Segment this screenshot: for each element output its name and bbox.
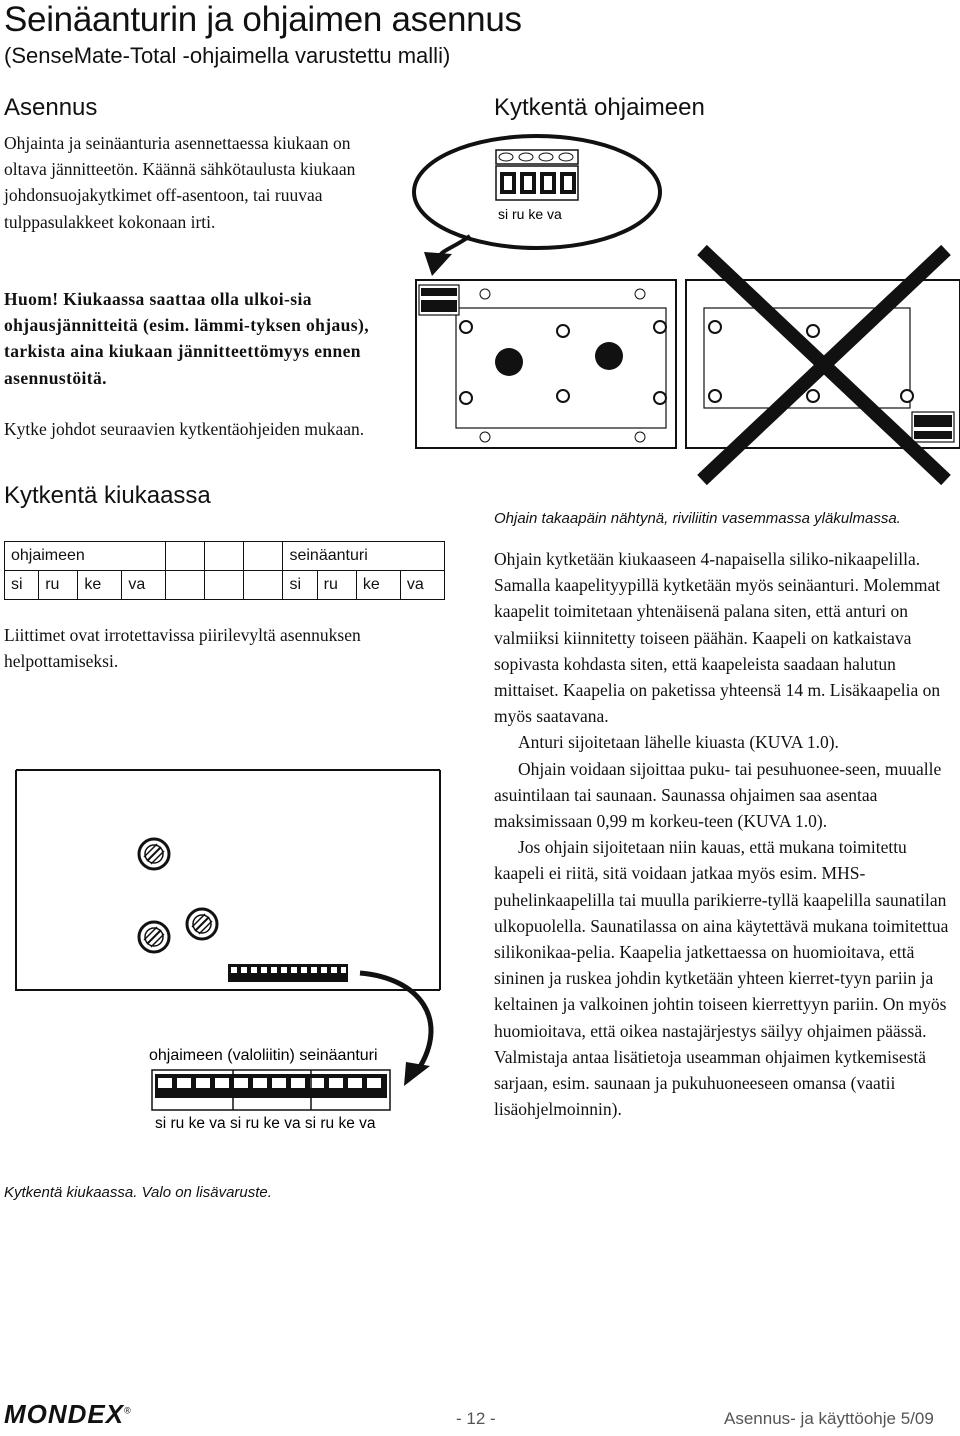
huom-warning: Huom! Kiukaassa saattaa olla ulkoi-sia ohjausjännitteitä (esim. lämmi-tyksen ohjaus), tarkista aina kiukaan jännitteettömyys ennen asennustöitä. [4, 289, 369, 388]
table-spacer-cell [166, 571, 205, 600]
mondex-logo: MONDEX® [4, 1399, 132, 1429]
wiring-table [4, 541, 445, 600]
page-subtitle: (SenseMate-Total -ohjaimella varustettu malli) [4, 43, 451, 68]
terminal-block-icon [228, 964, 348, 982]
connector-label: si ru ke va [498, 206, 562, 222]
screw-icon [139, 922, 169, 952]
arrow-head-icon [424, 252, 452, 276]
table-terminal-row [5, 571, 445, 600]
asennus-text: Ohjainta ja seinäanturia asennettaessa kiukaan on oltava jännitteetön. Käännä sähkötaulusta kiukaan johdonsuojakytkimet off-asentoon, tai ruuvaa tulppasulakkeet kokonaan irti. [4, 133, 356, 232]
table-cell: ru [317, 571, 356, 600]
diagram-terminal-labels: si ru ke va si ru ke va si ru ke va [155, 1115, 376, 1132]
kiukaassa-heading: Kytkentä kiukaassa [4, 482, 211, 509]
table-cell: va [400, 571, 444, 600]
controller-caption: Ohjain takaapäin nähtynä, riviliitin vasemmassa yläkulmassa. [494, 510, 901, 527]
diagram-caption: Kytkentä kiukaassa. Valo on lisävaruste. [4, 1184, 272, 1201]
controller-back-view [416, 280, 676, 448]
asennus-heading: Asennus [4, 94, 98, 121]
table-cell: si [5, 571, 39, 600]
document-title: Asennus- ja käyttöohje 5/09 [724, 1409, 934, 1428]
table-cell: va [122, 571, 166, 600]
screw-icon [139, 839, 169, 869]
heater-wiring-diagram [0, 760, 470, 1180]
table-header-row [5, 542, 445, 571]
paragraph: Ohjain kytketään kiukaaseen 4-napaisella siliko-nikaapelilla. Samalla kaapelityypillä kytketään myös seinäanturi. Molemmat kaapelit toimitetaan yhtenäisenä palana siten, että anturi on valmiiksi kiinnitetty toiseen päähän. Kaapeli on katkaistava sopivasta kohdasta siten, että kaapeleista saadaan halutun mittaiset. Kaapelia on paketissa yhteensä 14 m. Lisäkaapelia on myös saatavana. [494, 549, 941, 727]
table-group-seinaanturi: seinäanturi [283, 542, 445, 571]
enlarged-connector-icon [152, 1070, 390, 1110]
connector-block-icon [496, 150, 578, 200]
ohjaimeen-heading: Kytkentä ohjaimeen [494, 94, 705, 121]
controller-back-diagram [410, 130, 960, 490]
paragraph: Ohjain voidaan sijoittaa puku- tai pesuhuonee-seen, muualle asuintilaan tai saunaan. Saunassa ohjaimen saa asentaa maksimissaan 0,99 m korkeu-teen (KUVA 1.0). [494, 758, 942, 832]
paragraph: Jos ohjain sijoitetaan niin kauas, että mukana toimitettu kaapeli ei riitä, sitä voidaan jatkaa myös esim. MHS-puhelinkaapelilla tai muulla parikierre-tyllä kaapelilla saunatilan ulkopuolella. Saunatilassa on aina käytettävä mukana toimitettua silikonikaa-pelia. Kaapelia jatkettaessa on huomioitava, että sininen ja ruskea johdin kytketään yhteen kierret-tyyn pariin ja keltainen ja valkoinen johtin toiseen kierrettyyn pariin. On myös huomioitava, että oikea nastajärjestys säilyy ohjaimen päässä. Valmistaja antaa lisätietoja useamman ohjaimen kytkemisestä sarjaan, esim. saunaan ja pukuhuoneeseen omansa (vaatii lisäohjelmoinnin). [494, 837, 949, 1120]
table-spacer-cell [205, 542, 244, 571]
paragraph: Anturi sijoitetaan lähelle kiuasta (KUVA 1.0). [518, 732, 839, 753]
table-group-ohjaimeen: ohjaimeen [5, 542, 166, 571]
table-spacer-cell [244, 571, 283, 600]
table-spacer-cell [244, 542, 283, 571]
table-cell: ru [39, 571, 78, 600]
table-cell: ke [78, 571, 122, 600]
table-spacer-cell [166, 542, 205, 571]
arrow-head-icon [404, 1062, 430, 1086]
diagram-label: ohjaimeen (valoliitin) seinäanturi [149, 1047, 378, 1064]
page-number: - 12 - [456, 1409, 496, 1428]
table-cell: ke [356, 571, 400, 600]
screw-icon [187, 909, 217, 939]
right-body-text [494, 546, 956, 1122]
kytke-text: Kytke johdot seuraavien kytkentäohjeiden mukaan. [4, 419, 365, 439]
table-cell: si [283, 571, 317, 600]
page-title: Seinäanturin ja ohjaimen asennus [4, 0, 522, 39]
logo-text: MONDEX [4, 1399, 125, 1429]
liittimet-text: Liittimet ovat irrotettavissa piirilevyltä asennuksen helpottamiseksi. [4, 625, 361, 672]
table-spacer-cell [205, 571, 244, 600]
